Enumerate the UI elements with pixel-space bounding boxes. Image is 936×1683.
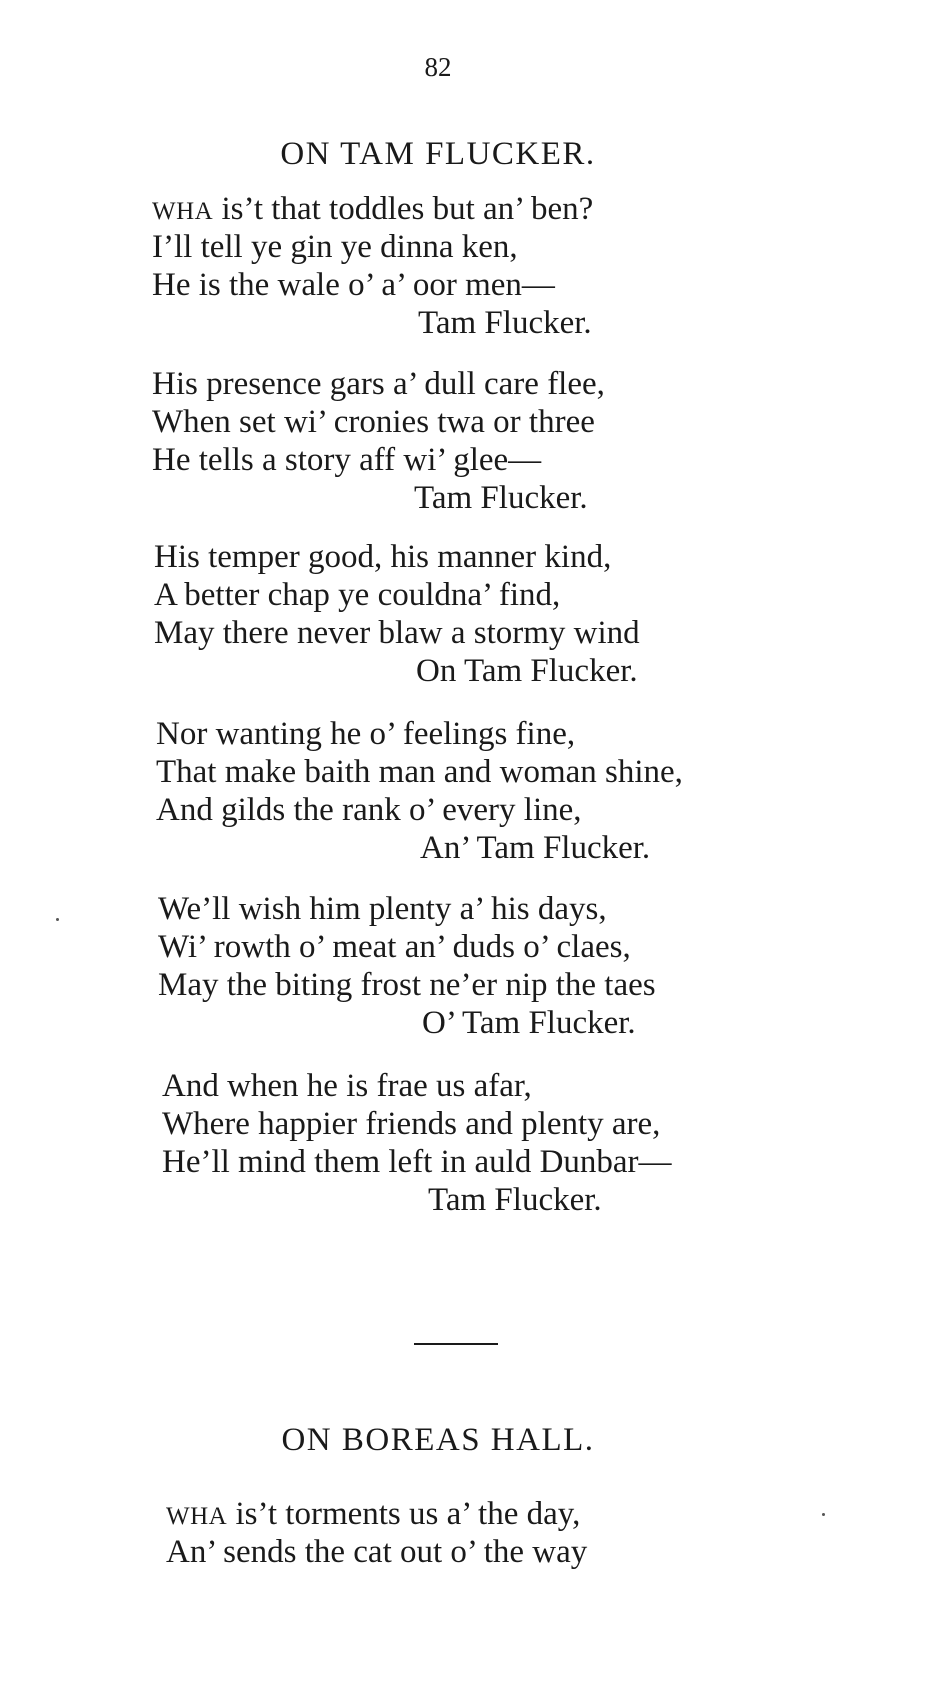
poem-line: Where happier friends and plenty are, xyxy=(162,1106,661,1142)
stanza xyxy=(162,1067,672,1219)
page-number: 82 xyxy=(424,52,452,82)
poem-refrain: O’ Tam Flucker. xyxy=(422,1005,636,1041)
poem-line: We’ll wish him plenty a’ his days, xyxy=(158,891,607,927)
poem-refrain: Tam Flucker. xyxy=(414,480,588,516)
poem-line: I’ll tell ye gin ye dinna ken, xyxy=(152,229,518,265)
poem-line: He’ll mind them left in auld Dunbar— xyxy=(162,1144,672,1180)
poem-line: His presence gars a’ dull care flee, xyxy=(152,366,605,402)
poem-line: Wi’ rowth o’ meat an’ duds o’ claes, xyxy=(158,929,631,965)
stanza xyxy=(166,1495,587,1571)
poem-title: ON BOREAS HALL. xyxy=(281,1422,595,1458)
poem-line: He is the wale o’ a’ oor men— xyxy=(152,267,555,303)
poem-line: And gilds the rank o’ every line, xyxy=(156,792,582,828)
poem-line: That make baith man and woman shine, xyxy=(156,754,683,790)
stanza xyxy=(152,190,593,342)
poem-refrain: Tam Flucker. xyxy=(418,305,592,341)
poem-line: May there never blaw a stormy wind xyxy=(154,615,640,651)
poem-line: When set wi’ cronies twa or three xyxy=(152,404,595,440)
poem-line: An’ sends the cat out o’ the way xyxy=(166,1534,588,1570)
poem-line: A better chap ye couldna’ find, xyxy=(154,577,561,613)
poem-line: Nor wanting he o’ feelings fine, xyxy=(156,716,576,752)
poem-refrain: An’ Tam Flucker. xyxy=(420,830,651,866)
stanza xyxy=(154,538,640,690)
stanza xyxy=(152,365,605,517)
poem-line: His temper good, his manner kind, xyxy=(154,539,612,575)
poem-line: He tells a story aff wi’ glee— xyxy=(152,442,542,478)
section-divider xyxy=(414,1343,498,1345)
poem-title: ON TAM FLUCKER. xyxy=(280,136,596,172)
stanza xyxy=(156,715,683,867)
poem-line: May the biting frost ne’er nip the taes xyxy=(158,967,656,1003)
poem-line: WHA is’t torments us a’ the day, xyxy=(166,1496,581,1532)
poem-line: And when he is frae us afar, xyxy=(162,1068,532,1104)
stanza xyxy=(158,890,656,1042)
poem-refrain: On Tam Flucker. xyxy=(416,653,638,689)
poem-line: WHA is’t that toddles but an’ ben? xyxy=(152,191,594,227)
paper-speck xyxy=(56,918,59,921)
paper-speck xyxy=(822,1513,825,1516)
poem-refrain: Tam Flucker. xyxy=(428,1182,602,1218)
